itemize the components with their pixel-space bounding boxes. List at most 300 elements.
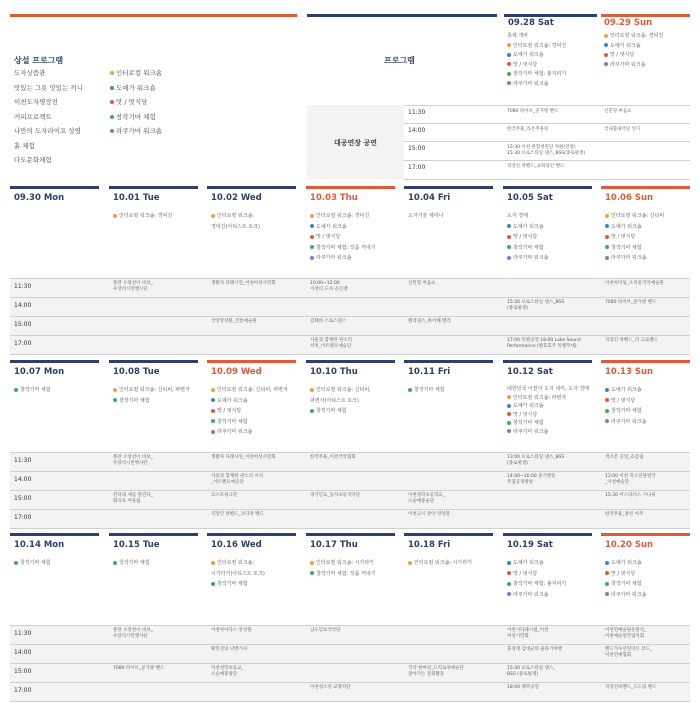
- activity-item: [211, 558, 265, 569]
- bullet-icon: [507, 582, 511, 586]
- activity-item: [211, 396, 288, 407]
- bullet-icon: [605, 245, 609, 249]
- day-activities: [507, 211, 548, 264]
- day-activities: [605, 558, 646, 600]
- bullet-icon: [211, 430, 215, 434]
- bullet-icon: [310, 214, 314, 218]
- schedule-cell: 황민선의 낙방거사: [211, 647, 248, 652]
- day-activities: [113, 211, 172, 222]
- schedule-cell: 7080 라이브_쿤가방 밴드: [113, 666, 165, 671]
- activity-item: [507, 419, 589, 428]
- bullet-icon: [605, 409, 609, 413]
- stage-label: 대공연장 공연: [333, 139, 377, 147]
- day-activities: [14, 385, 51, 396]
- schedule-cell: 국내풍내악단 인디: [604, 127, 641, 132]
- activity-item: [604, 61, 663, 71]
- day-activities: [605, 211, 664, 264]
- activity-text: 도자기술 세미나: [408, 213, 444, 219]
- bullet-icon: [605, 224, 609, 228]
- activity-item: [507, 42, 566, 52]
- row-divider: [10, 354, 690, 355]
- day-activities: [211, 385, 288, 438]
- schedule-cell: 국악 한마당_드럭로위예술단 찾아가는 문화활동: [408, 666, 464, 677]
- activity-text: 창작기마 체험: 작품 꺼내기: [316, 244, 376, 251]
- bullet-icon: [310, 245, 314, 249]
- day-label: 10.08 Tue: [113, 367, 160, 377]
- bullet-icon: [605, 582, 609, 586]
- time-label: 11:30: [14, 283, 32, 290]
- time-label: 15:00: [14, 668, 32, 675]
- bullet-icon: [507, 224, 511, 228]
- legend-item: [110, 95, 162, 110]
- permanent-program-item: 커피프로젝트: [14, 112, 52, 121]
- activity-text: 창작기마 체험: 불지피기: [513, 71, 567, 77]
- activity-item: [507, 243, 548, 254]
- day-label: 10.17 Thu: [310, 540, 358, 550]
- activity-text: 맛 / 멋식당: [513, 411, 538, 418]
- activity-item: [605, 253, 664, 264]
- activity-item: [604, 42, 663, 52]
- activity-text: 창작기마 체험: [119, 560, 150, 566]
- day-label: 10.07 Mon: [14, 367, 65, 377]
- schedule-cell: 10:00~12:00 이천터 도자 골든벨: [310, 281, 348, 292]
- day-accent-bar: [601, 533, 690, 536]
- day-label: 10.12 Sat: [507, 367, 553, 377]
- activity-item: [507, 428, 589, 437]
- day-label-sun: 09.29 Sun: [604, 18, 653, 28]
- activity-item: [605, 417, 646, 428]
- day-accent-bar: [10, 360, 99, 363]
- permanent-program-item: 흙 체험: [14, 141, 35, 150]
- bullet-icon: [507, 235, 511, 239]
- activity-text: 인터로컬 워크숍: 경덕진: [513, 42, 567, 49]
- schedule-cell: 이천고시 관악 앙상블: [408, 512, 450, 517]
- activity-item: [605, 385, 646, 396]
- day-activities: [14, 558, 51, 569]
- row-divider: [10, 701, 690, 702]
- row-divider: [10, 297, 690, 298]
- activity-item: [507, 32, 566, 42]
- activity-text: 도예가 워크숍: [217, 397, 248, 404]
- schedule-cell: 7080 라이브_쿤가방 밴드: [605, 300, 657, 305]
- day-accent-bar: [207, 186, 296, 189]
- activity-item: [507, 232, 548, 243]
- time-label: 14:00: [14, 476, 32, 483]
- bullet-icon: [507, 412, 511, 416]
- schedule-cell: 15:30 프로스타일 댄스_BSS (종로평생): [507, 300, 565, 311]
- schedule-cell: 코스모핑크단: [211, 493, 238, 498]
- activity-item: [310, 243, 376, 254]
- activity-item: [507, 51, 566, 61]
- bullet-icon: [507, 245, 511, 249]
- activity-item: [507, 569, 566, 580]
- activity-item: [408, 558, 472, 569]
- activity-text: 창작기마 체험: [513, 244, 544, 251]
- activity-item: [310, 385, 371, 396]
- activity-item: [310, 558, 376, 569]
- day-activities: [310, 385, 371, 417]
- bullet-icon: [310, 256, 314, 260]
- row-divider: [10, 452, 690, 453]
- day-accent-bar: [109, 360, 198, 363]
- legend-item: [110, 81, 162, 96]
- day-label: 10.11 Fri: [408, 367, 451, 377]
- time-label: 14:00: [408, 127, 426, 134]
- section-title: 상설 프로그램: [14, 56, 64, 65]
- bullet-icon: [507, 571, 511, 575]
- day-label-sat: 09.28 Sat: [508, 18, 554, 28]
- activity-item: [507, 411, 589, 420]
- schedule-cell: 색소폰 공연_흐름림: [605, 455, 644, 460]
- row-divider: [10, 278, 690, 279]
- row-divider: [10, 335, 690, 336]
- bullet-icon: [605, 561, 609, 565]
- day-label: 10.01 Tue: [113, 193, 160, 203]
- bullet-icon: [507, 81, 511, 85]
- row-divider: [10, 528, 690, 529]
- activity-text: 라쿠가마 워크숍: [513, 80, 549, 87]
- schedule-cell: 사물과 함께한 관소리 서치 _아트렌프예술단: [211, 474, 264, 485]
- activity-item: [211, 417, 288, 428]
- activity-text: 도예가 워크숍: [513, 403, 544, 409]
- day-activities: [310, 211, 376, 264]
- bullet-icon: [604, 43, 608, 47]
- day-accent-bar: [503, 186, 592, 189]
- day-label: 09.30 Mon: [14, 193, 65, 203]
- activity-text: 도자 경매: [507, 213, 528, 219]
- activity-item: [310, 569, 376, 580]
- bullet-icon: [507, 62, 511, 66]
- bullet-icon: [310, 409, 314, 413]
- bullet-icon: [605, 419, 609, 423]
- schedule-cell: 직장인 락밴드_코디락 밴드: [211, 512, 264, 517]
- activity-item: [14, 558, 51, 569]
- permanent-program-item: 나만의 도자라이프 상영: [14, 127, 81, 135]
- activity-text: 창작기마 체험: [414, 387, 445, 393]
- bullet-icon: [507, 43, 511, 47]
- activity-text: 맛 / 멋식당: [611, 570, 636, 577]
- activity-item: [211, 385, 288, 396]
- day-accent-bar: [404, 186, 493, 189]
- activity-text: 맛 / 멋식당: [513, 234, 538, 240]
- bullet-icon: [110, 129, 114, 133]
- schedule-cell: 직장인 락밴드_더 크로밴드: [605, 338, 658, 343]
- day-activities: [113, 558, 150, 569]
- day-accent-bar: [10, 186, 99, 189]
- activity-item: [605, 211, 664, 222]
- day-activities: [113, 385, 190, 406]
- day-accent-bar: [601, 360, 690, 363]
- activity-item: [310, 222, 376, 233]
- schedule-cell: 국악앙상블_전통예술원: [211, 319, 257, 324]
- activity-item: [605, 243, 664, 254]
- activity-text: 인터로컬 워크숍: 신티비, 파변자: [217, 387, 288, 393]
- activity-item: [605, 569, 646, 580]
- schedule-cell: 이천청소년 교향악단: [310, 685, 351, 690]
- bullet-icon: [605, 388, 609, 392]
- row-divider: [404, 179, 690, 180]
- activity-item: [605, 579, 646, 590]
- bullet-icon: [211, 409, 215, 413]
- activity-text: 도예가 워크숍: [513, 560, 544, 566]
- day-label: 10.13 Sun: [605, 367, 654, 377]
- day-activities: [605, 385, 646, 427]
- activity-text: 인터로컬 워크숍: 시가라키: [316, 560, 374, 566]
- accent-bar: [307, 14, 497, 17]
- bullet-icon: [110, 115, 114, 119]
- activity-item: [605, 396, 646, 407]
- activity-text: 창작기마 체험: [316, 408, 347, 414]
- day-label: 10.16 Wed: [211, 540, 262, 550]
- activity-item: [408, 211, 443, 222]
- activity-item: [310, 211, 376, 222]
- legend-text: 맛 / 멋식당: [116, 98, 148, 106]
- day-label: 10.04 Fri: [408, 193, 451, 203]
- bullet-icon: [113, 561, 117, 565]
- bullet-icon: [211, 419, 215, 423]
- day-accent-bar: [109, 186, 198, 189]
- activity-item: [211, 569, 265, 580]
- activity-item: [310, 232, 376, 243]
- activity-text: 인터로컬 워크숍: 시가라키: [414, 560, 472, 566]
- activity-text: 인터로컬 워크숍: 경덕진: [316, 213, 370, 219]
- legend-text: 라쿠가마 워크숍: [116, 127, 163, 135]
- activity-item: [507, 222, 548, 233]
- activity-text: 라쿠가마 워크숍: [611, 418, 647, 425]
- schedule-cell: 윈더네 새를 알린다_ 화곡초 어울림: [113, 493, 153, 504]
- day-label: 10.10 Thu: [310, 367, 358, 377]
- activity-text: 인터로컬 워크숍:: [217, 213, 255, 219]
- schedule-cell: 15:30 이천 관할천만단 자원(연령) 15:30 프로스타일 댄스_BSS(종로평생): [507, 145, 586, 156]
- schedule-cell: 한국무용_라온무용원: [507, 127, 549, 132]
- day-accent-bar: [306, 533, 395, 536]
- activity-text: 대한민국 이천아 도자 세미, 도자 경매: [507, 386, 589, 392]
- accent-bar: [10, 14, 297, 17]
- legend-item: [110, 124, 162, 139]
- time-label: 15:00: [14, 321, 32, 328]
- time-label: 11:30: [14, 457, 32, 464]
- activity-item: [113, 558, 150, 569]
- day-activities: [408, 558, 472, 569]
- activity-item: [604, 32, 663, 42]
- activity-item: [211, 579, 265, 590]
- legend-text: 도예가 워크숍: [116, 83, 156, 92]
- activity-text: 창작기마 체험: [20, 560, 51, 566]
- activity-item: [310, 253, 376, 264]
- bullet-icon: [507, 256, 511, 260]
- schedule-cell: 밴드가수선밀이트 코드_ 이천민예협회: [605, 647, 653, 658]
- time-label: 17:00: [408, 164, 426, 171]
- row-divider: [404, 141, 690, 142]
- schedule-cell: 생활자 다례시연_이천여성시민회: [211, 455, 276, 460]
- permanent-program-item: 다도문화체험: [14, 156, 52, 164]
- activity-item: [310, 396, 371, 407]
- time-label: 17:00: [14, 514, 32, 521]
- bullet-icon: [605, 214, 609, 218]
- bullet-icon: [605, 235, 609, 239]
- bullet-icon: [14, 561, 18, 565]
- activity-item: [507, 61, 566, 71]
- activity-text: 맛 / 멋식당: [610, 52, 635, 58]
- bullet-icon: [310, 235, 314, 239]
- activity-item: [113, 385, 190, 396]
- activity-text: 인터로컬 워크숍: 신티비: [611, 213, 665, 219]
- activity-text: 창작기마 체험: 불지피기: [513, 581, 567, 587]
- day-accent-bar: [306, 186, 395, 189]
- activity-text: 도예가 워크숍: [610, 42, 641, 49]
- activity-text: 인터로컬 워크숍: 신티비, 파변자: [119, 387, 190, 393]
- row-divider: [404, 160, 690, 161]
- schedule-cell: 18:00 폐막공연: [507, 685, 539, 690]
- activity-item: [507, 385, 589, 394]
- schedule-cell: 폴란 오랑션이 비보_ 우랑리시민행시단: [113, 281, 153, 292]
- activity-item: [408, 385, 445, 396]
- row-divider: [10, 490, 690, 491]
- legend-item: [110, 66, 162, 81]
- day-accent-bar: [404, 533, 493, 536]
- legend-text: 창작기마 체험: [116, 112, 156, 121]
- activity-text: 창작기마 체험: [513, 420, 544, 426]
- schedule-cell: 신민형 마음쇼: [408, 281, 436, 286]
- activity-item: [605, 232, 664, 243]
- activity-text: 라쿠가마 워크숍: [513, 255, 549, 261]
- activity-text: 도예가 워크숍: [611, 223, 642, 230]
- day-accent-bar: [306, 360, 395, 363]
- activity-text: 창작기마 체험: [217, 581, 248, 587]
- activity-text: 인터로컬 워크숍: 경덕진: [119, 213, 173, 219]
- day-accent-bar: [503, 533, 592, 536]
- activity-text: 라쿠가마 워크숍: [316, 255, 352, 261]
- permanent-program-item: 도자상품관: [14, 69, 46, 77]
- activity-text: 맛 / 멋식당: [611, 234, 636, 240]
- accent-bar: [601, 14, 690, 17]
- bullet-icon: [507, 404, 511, 408]
- schedule-cell: 폴란 오랑션이 비보_ 우랑리시민행사단: [113, 628, 153, 639]
- schedule-cell: 15:30 이스타더스 시나위: [605, 493, 656, 498]
- time-label: 14:00: [14, 302, 32, 309]
- bullet-icon: [507, 72, 511, 76]
- activity-item: [211, 222, 260, 233]
- schedule-cell: 남도민요국악단: [310, 628, 341, 633]
- schedule-cell: 7080 라이브_쿤가방 밴드: [507, 109, 559, 114]
- row-divider: [10, 682, 690, 683]
- activity-item: [211, 427, 288, 438]
- activity-item: [507, 211, 548, 222]
- bullet-icon: [211, 561, 215, 565]
- schedule-cell: 한국무용_홍빈 아무: [605, 512, 644, 517]
- bullet-icon: [507, 395, 511, 399]
- day-activities: [310, 558, 376, 579]
- row-divider: [10, 663, 690, 664]
- bullet-icon: [604, 53, 608, 57]
- activity-text: 창작기마 체험: [611, 244, 642, 251]
- sun-activities: [604, 32, 663, 70]
- schedule-cell: 17:00 특별공연 18:00 Lake Sound Performance (발효효주 특별무대): [507, 338, 581, 349]
- activity-text: 맛 / 멋식당: [611, 397, 636, 404]
- activity-text: 축제 개막: [507, 33, 528, 39]
- activity-item: [507, 80, 566, 90]
- schedule-cell: 이천청학초등교_ 소술예중창단: [211, 666, 244, 677]
- permanent-program-item: 맛있는 그릇 맛있는 끼니: [14, 83, 83, 92]
- day-label: 10.14 Mon: [14, 540, 65, 550]
- schedule-cell: 경기민요_등사초등국악단: [310, 493, 361, 498]
- bullet-icon: [507, 429, 511, 433]
- activity-text: 창작기마 체험: 작품 꺼내기: [316, 570, 376, 577]
- activity-text: 파변자(아티스트 토크): [310, 397, 359, 404]
- activity-item: [310, 406, 371, 417]
- activity-text: 맛 / 멋식당: [217, 408, 242, 414]
- day-label: 10.02 Wed: [211, 193, 262, 203]
- activity-item: [507, 579, 566, 590]
- time-label: 15:00: [408, 145, 426, 152]
- schedule-cell: 풍경대 김대균의 줄타기여행: [507, 647, 563, 652]
- bullet-icon: [507, 592, 511, 596]
- activity-item: [113, 396, 190, 407]
- activity-text: 맛 / 멋식당: [513, 61, 538, 68]
- schedule-cell: 직장인락밴드_드드림 밴드: [605, 685, 657, 690]
- activity-item: [507, 394, 589, 403]
- activity-item: [507, 558, 566, 569]
- activity-text: 라쿠가마 워크숍: [610, 61, 646, 68]
- bullet-icon: [310, 561, 314, 565]
- activity-item: [604, 51, 663, 61]
- bullet-icon: [110, 86, 114, 90]
- activity-text: 라쿠가마 워크숍: [513, 428, 549, 435]
- bullet-icon: [211, 388, 215, 392]
- schedule-cell: 이천청학초등학교_ 소술예중술단: [408, 493, 446, 504]
- day-activities: [507, 558, 566, 600]
- day-label: 10.18 Fri: [408, 540, 451, 550]
- bullet-icon: [605, 398, 609, 402]
- activity-text: 창작기마 체험: [611, 408, 642, 414]
- activity-text: 도예가 워크숍: [513, 223, 544, 230]
- schedule-cell: 폴란 오랑션이 비보_ 우랑리시민행사단: [113, 455, 153, 466]
- day-activities: [211, 211, 260, 232]
- time-label: 17:00: [14, 340, 32, 347]
- bullet-icon: [310, 388, 314, 392]
- bullet-icon: [110, 71, 114, 75]
- bullet-icon: [310, 224, 314, 228]
- day-label: 10.03 Thu: [310, 193, 358, 203]
- time-label: 11:30: [14, 630, 32, 637]
- activity-item: [507, 253, 548, 264]
- row-divider: [404, 123, 690, 124]
- activity-text: 라쿠가마 워크숍: [217, 429, 253, 435]
- activity-text: 창작기마 체험: [119, 397, 150, 404]
- schedule-cell: 이천민예술원동블리_ 이천예술창작업지회: [605, 628, 647, 639]
- activity-item: [605, 222, 664, 233]
- activity-text: 인터로컬 워크숍:: [217, 560, 255, 566]
- bullet-icon: [408, 561, 412, 565]
- activity-text: 경덕진(아티스트 토크): [211, 223, 260, 230]
- day-accent-bar: [10, 533, 99, 536]
- bullet-icon: [507, 561, 511, 565]
- activity-text: 도예가 워크숍: [611, 387, 642, 393]
- activity-text: 인터로컬 워크숍: 신티비,: [316, 387, 371, 393]
- legend-text: 인터로컬 워크숍: [116, 69, 163, 77]
- schedule-cell: 이천시다례시범_이천 여성시민회: [507, 628, 549, 639]
- sat-activities: [507, 32, 566, 89]
- day-activities: [507, 385, 589, 436]
- bullet-icon: [310, 571, 314, 575]
- activity-item: [605, 406, 646, 417]
- activity-text: 창작기마 체험: [20, 387, 51, 393]
- day-activities: [408, 211, 443, 222]
- activity-text: 창작기마 체험: [611, 581, 642, 587]
- bullet-icon: [604, 62, 608, 66]
- activity-item: [113, 211, 172, 222]
- schedule-cell: 직장인 락밴드_쇼하라인 밴드: [507, 164, 565, 169]
